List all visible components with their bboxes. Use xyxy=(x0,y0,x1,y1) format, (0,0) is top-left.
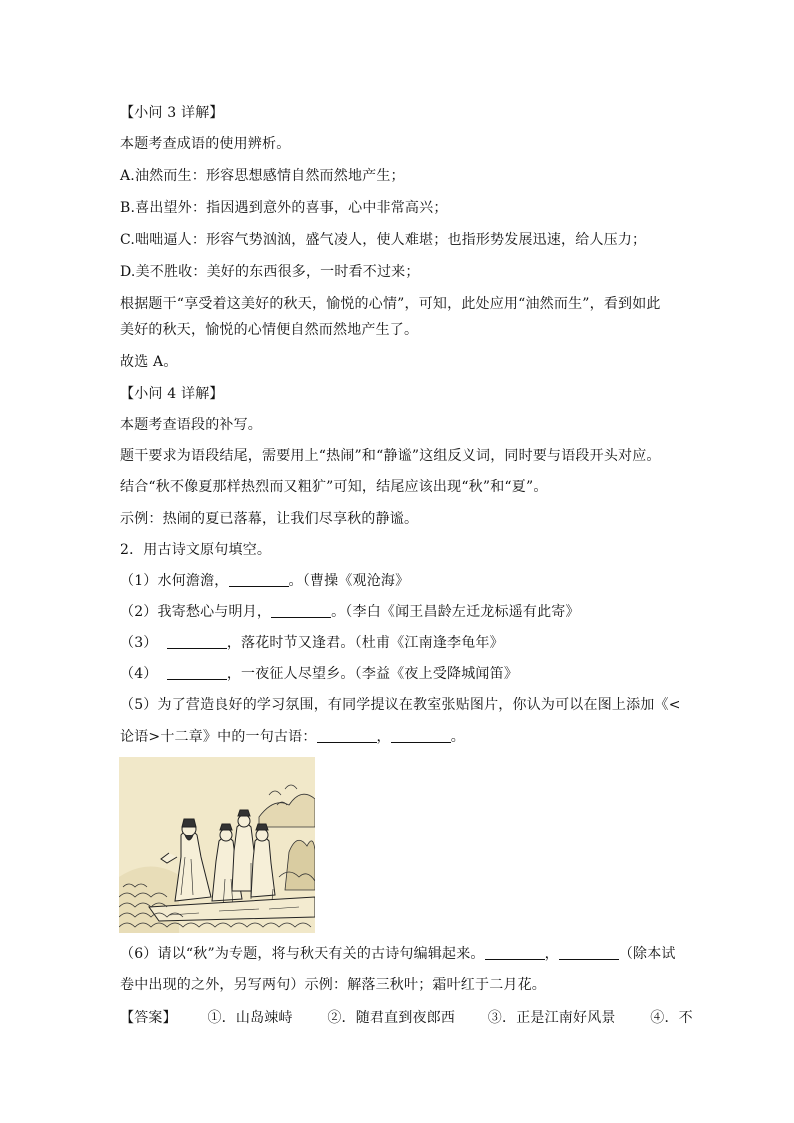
period: 。 xyxy=(450,729,465,745)
q4-paragraph-1: 题干要求为语段结尾，需要用上“热闹”和“静谧”这组反义词，同时要与语段开头对应。 xyxy=(120,448,661,464)
section-heading-q4: 【小问 4 详解】 xyxy=(120,386,224,402)
comma: ， xyxy=(544,946,559,962)
q2-item-3-number: （3） xyxy=(120,635,158,651)
q2-title: 2．用古诗文原句填空。 xyxy=(120,542,272,558)
q2-item-4 xyxy=(120,664,518,684)
section-heading-q3: 【小问 3 详解】 xyxy=(120,105,224,121)
answer-label: 【答案】 xyxy=(120,1010,177,1026)
q2-item-2 xyxy=(120,602,580,622)
fill-blank[interactable] xyxy=(559,945,619,960)
q3-option-b: B.喜出望外：指因遇到意外的喜事，心中非常高兴； xyxy=(120,200,448,216)
fill-blank[interactable] xyxy=(391,728,451,743)
q2-item-5-line2 xyxy=(120,727,465,747)
fill-blank[interactable] xyxy=(485,945,545,960)
q2-item-2-source: 。（李白《闻王昌龄左迁龙标遥有此寄》 xyxy=(331,604,580,620)
q2-item-6-line2: 卷中出现的之外，另写两句）示例：解落三秋叶；霜叶红于二月花。 xyxy=(120,977,546,993)
q2-item-3-text: ，落花时节又逢君。（杜甫《江南逢李龟年》 xyxy=(226,635,504,651)
q2-item-5-line1: （5）为了营造良好的学习氛围，有同学提议在教室张贴图片，你认为可以在图上添加《< xyxy=(120,697,681,713)
q3-reason-line1: 根据题干“享受着这美好的秋天，愉悦的心情”，可知，此处应用“油然而生”，看到如此 xyxy=(120,296,661,312)
fill-blank[interactable] xyxy=(229,572,289,587)
fill-blank[interactable] xyxy=(167,634,227,649)
q2-item-1-source: 。（曹操《观沧海》 xyxy=(288,573,410,589)
q4-paragraph-2: 结合“秋不像夏那样热烈而又粗犷”可知，结尾应该出现“秋”和“夏”。 xyxy=(120,479,548,495)
fill-blank[interactable] xyxy=(317,728,377,743)
answer-4: ④．不 xyxy=(650,1010,693,1026)
q4-intro: 本题考查语段的补写。 xyxy=(120,417,262,433)
q2-item-6-line1 xyxy=(120,944,676,964)
answer-1: ①．山岛竦峙 xyxy=(207,1010,293,1026)
q3-intro: 本题考查成语的使用辨析。 xyxy=(120,136,291,152)
q2-item-2-text: （2）我寄愁心与明月， xyxy=(120,604,272,620)
q2-item-4-number: （4） xyxy=(120,666,158,682)
answer-2: ②．随君直到夜郎西 xyxy=(327,1010,456,1026)
q2-item-3 xyxy=(120,633,504,653)
q2-item-1 xyxy=(120,571,409,591)
q3-option-d: D.美不胜收：美好的东西很多，一时看不过来； xyxy=(120,264,420,280)
q2-item-4-text: ，一夜征人尽望乡。（李益《夜上受降城闻笛》 xyxy=(226,666,519,682)
q2-item-6-note: （除本试 xyxy=(618,946,676,962)
fill-blank[interactable] xyxy=(167,665,227,680)
confucius-disciples-illustration xyxy=(119,757,315,933)
q3-choice: 故选 A。 xyxy=(120,354,178,370)
q2-item-1-text: （1）水何澹澹， xyxy=(120,573,229,589)
q3-option-c: C.咄咄逼人：形容气势汹汹，盛气凌人，使人难堪；也指形势发展迅速，给人压力； xyxy=(120,232,647,248)
q4-example: 示例：热闹的夏已落幕，让我们尽享秋的静谧。 xyxy=(120,511,419,527)
q2-item-6-text: （6）请以“秋”为专题，将与秋天有关的古诗句编辑起来。 xyxy=(120,946,485,962)
fill-blank[interactable] xyxy=(271,603,331,618)
q2-item-5-text: 论语>十二章》中的一句古语： xyxy=(120,729,317,745)
answer-line xyxy=(120,1008,693,1028)
q3-option-a: A.油然而生：形容思想感情自然而然地产生； xyxy=(120,168,405,184)
comma: ， xyxy=(376,729,391,745)
answer-3: ③．正是江南好风景 xyxy=(487,1010,616,1026)
q3-reason-line2: 美好的秋天，愉悦的心情便自然而然地产生了。 xyxy=(120,322,419,338)
